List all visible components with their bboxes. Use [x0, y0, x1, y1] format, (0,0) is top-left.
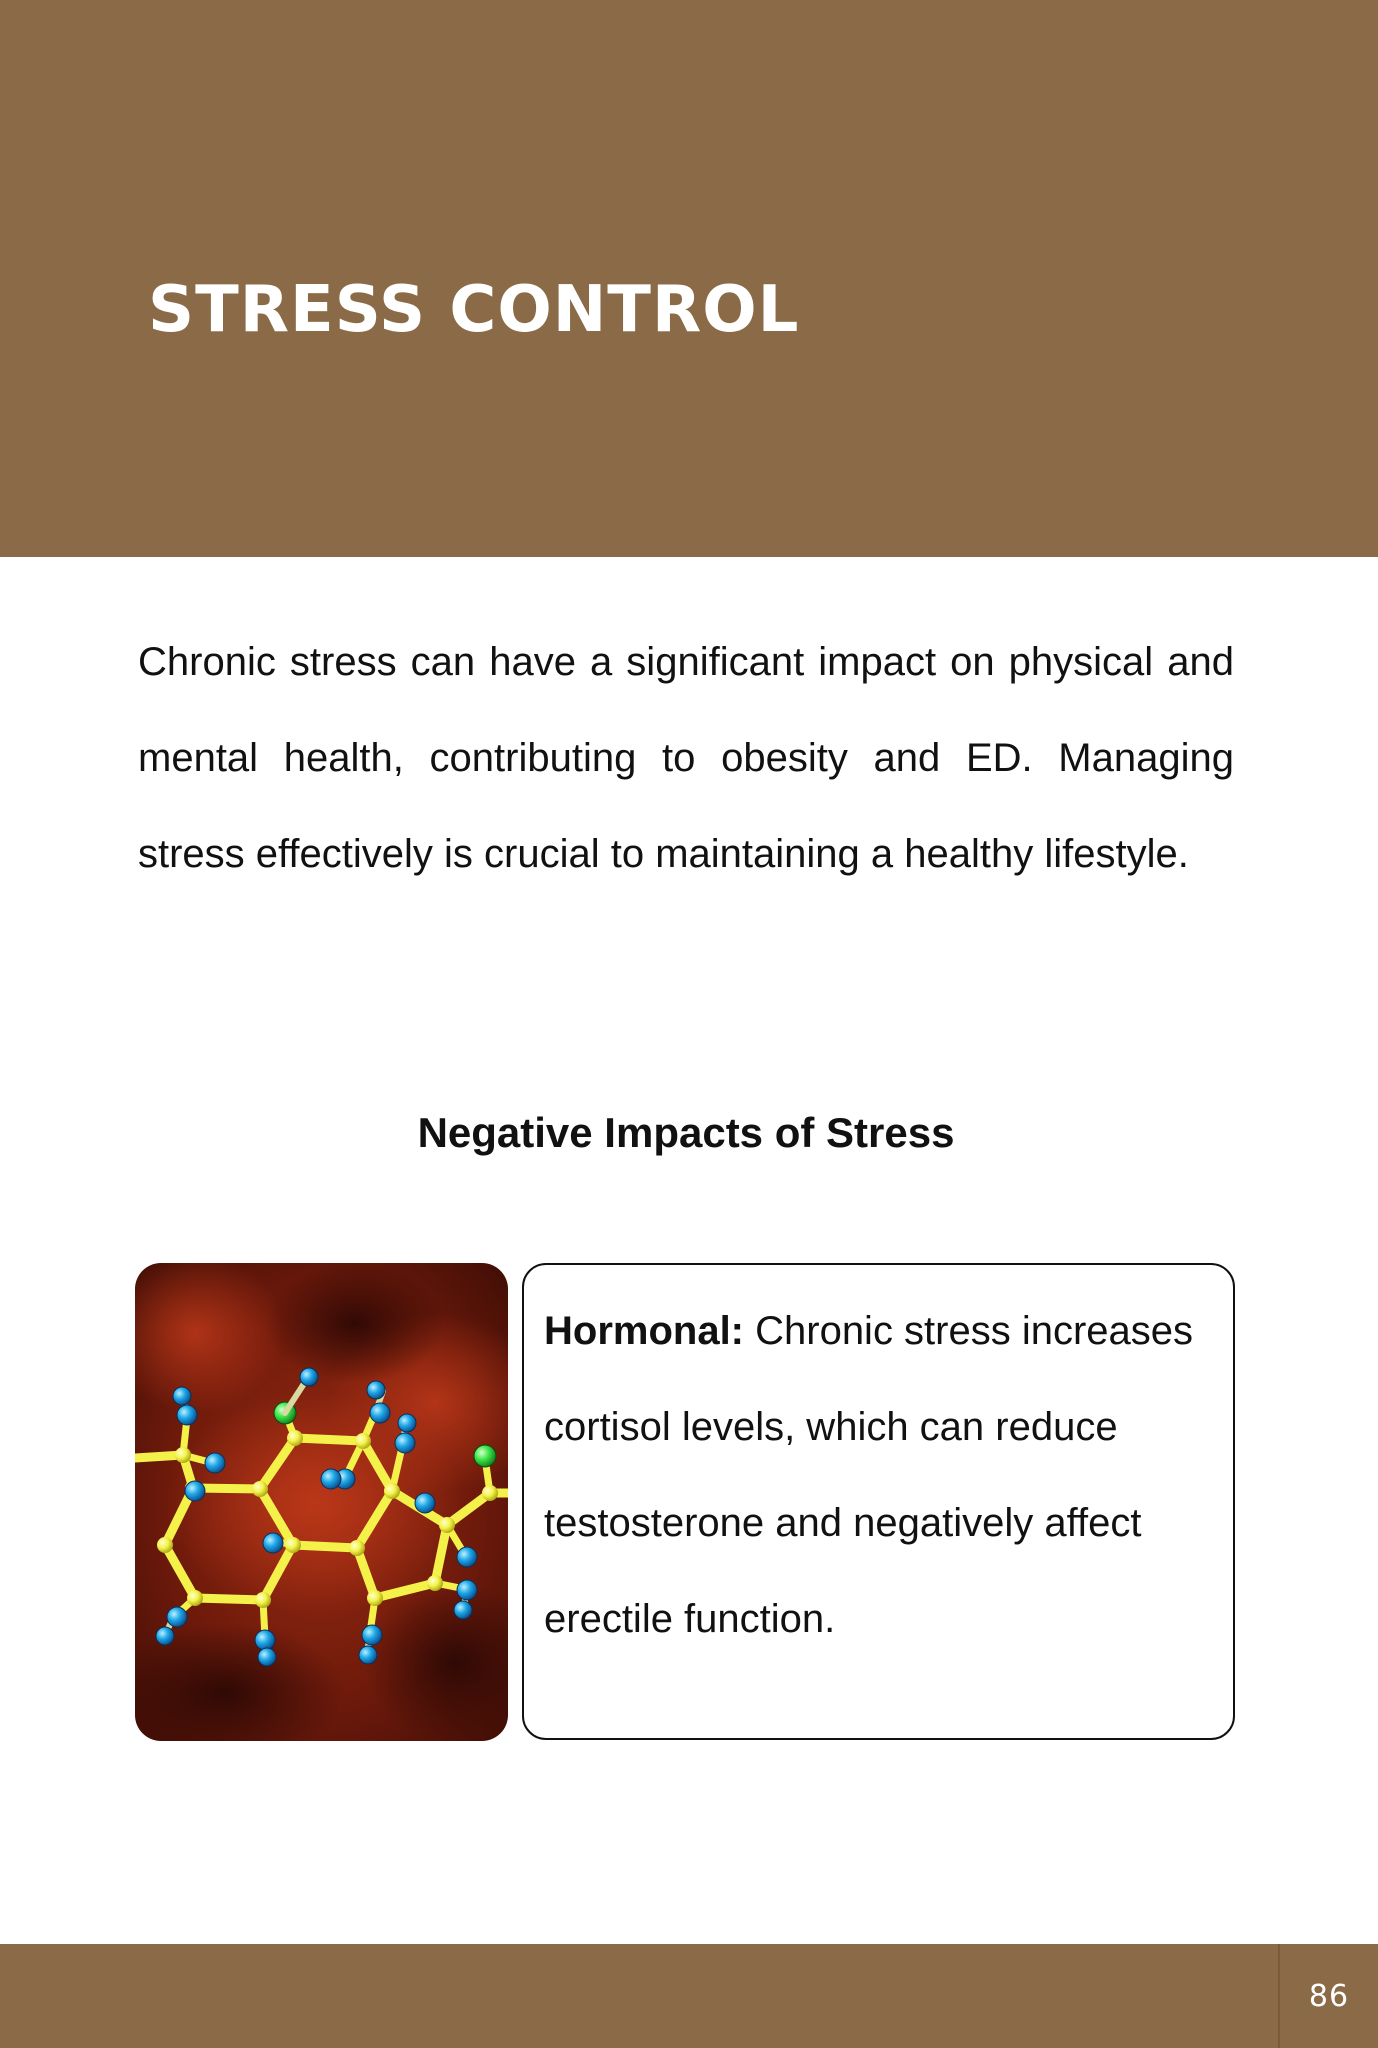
molecule-illustration: [135, 1263, 508, 1741]
footer-band: [0, 1944, 1378, 2048]
page-number-box: [1278, 1944, 1378, 2048]
page-number: 86: [1308, 1978, 1350, 2014]
intro-paragraph: Chronic stress can have a significant impact on physical and mental health, contributing to obesity and ED. Managing stress effectively is crucial to maintaining a healthy lifestyle.: [138, 640, 1234, 876]
page-title: STRESS CONTROL: [148, 273, 800, 347]
impact-label: Hormonal:: [544, 1309, 744, 1353]
section-heading: Negative Impacts of Stress: [417, 1109, 955, 1156]
molecule-image: [135, 1263, 508, 1741]
impact-card-hormonal: [522, 1263, 1235, 1740]
impact-text: Chronic stress increases cortisol levels, which can reduce testosterone and negatively affect erectile function.: [544, 1309, 1194, 1641]
impact-description: [544, 1283, 1224, 1667]
header-band: [0, 0, 1378, 557]
